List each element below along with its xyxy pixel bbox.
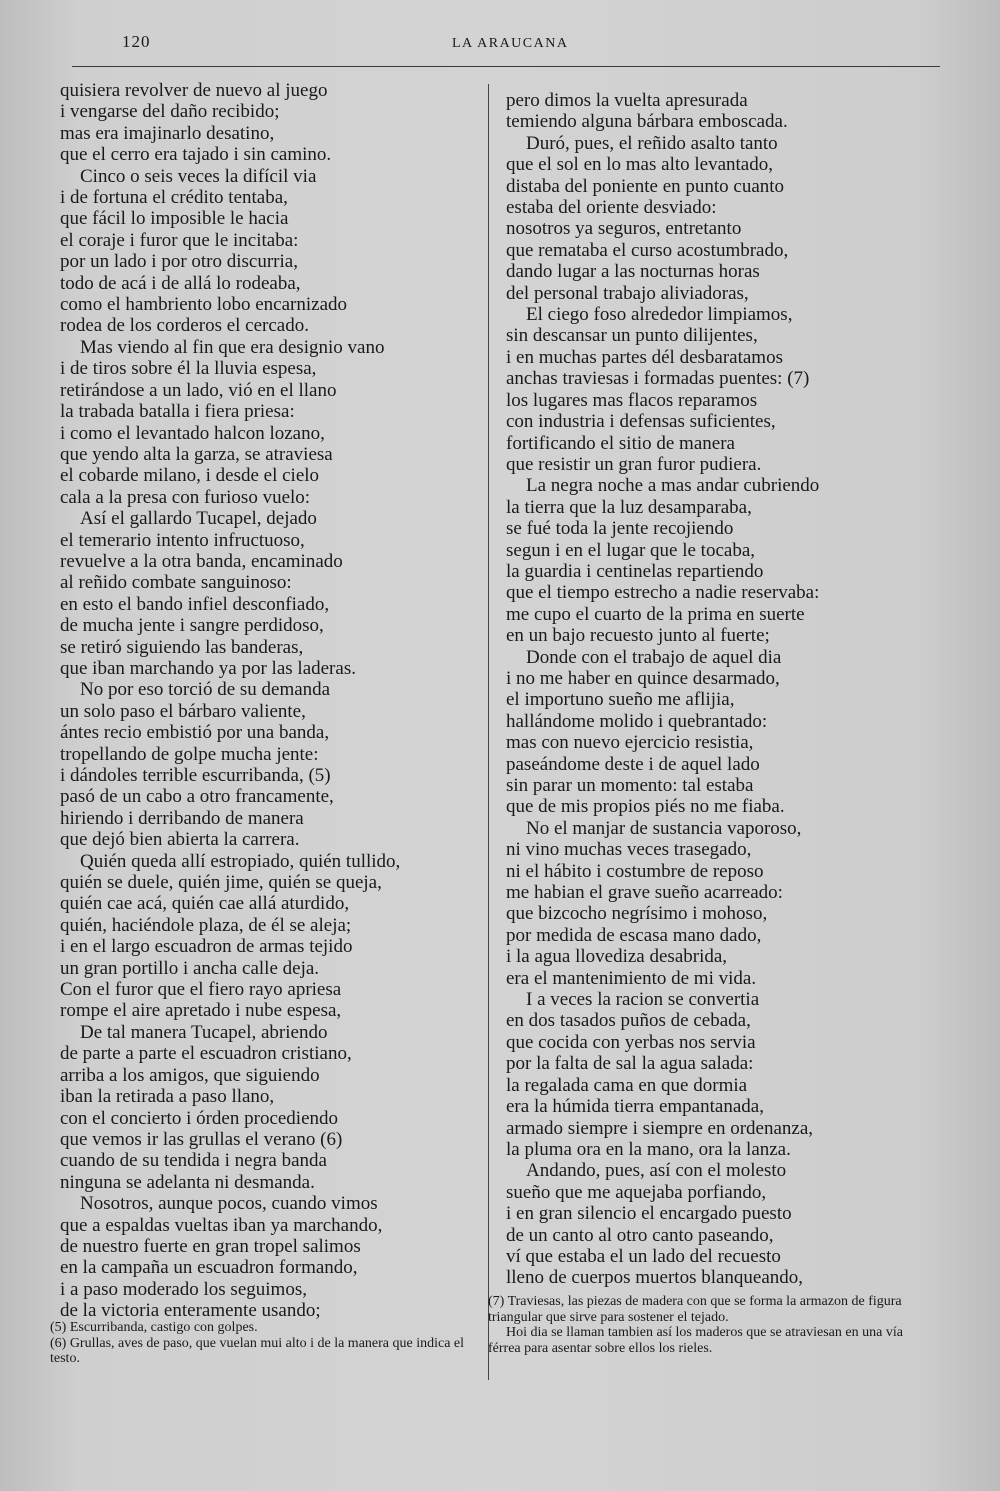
footnote-6: (6) Grullas, aves de paso, que vuelan mui alto i de la manera que indica el testo. <box>50 1335 465 1366</box>
verse-line: Donde con el trabajo de aquel dia <box>526 646 782 668</box>
verse-line: mas con nuevo ejercicio resistia, <box>506 732 754 754</box>
verse-line: de mucha jente i sangre perdidoso, <box>60 615 324 637</box>
left-text-column <box>60 80 480 1322</box>
verse-line: quién, haciéndole plaza, de él se aleja; <box>60 914 352 936</box>
verse-line: que remataba el curso acostumbrado, <box>506 239 789 261</box>
verse-line: que el cerro era tajado i sin camino. <box>60 144 332 166</box>
verse-line: i como el levantado halcon lozano, <box>60 422 325 444</box>
verse-line: cala a la presa con furioso vuelo: <box>60 486 311 508</box>
verse-line: arriba a los amigos, que siguiendo <box>60 1064 320 1086</box>
verse-line: paseándome deste i de aquel lado <box>506 753 760 775</box>
verse-line: De tal manera Tucapel, abriendo <box>80 1021 328 1043</box>
verse-line: el temerario intento infructuoso, <box>60 529 305 551</box>
verse-line: quién se duele, quién jime, quién se queja, <box>60 872 382 894</box>
verse-line: como el hambriento lobo encarnizado <box>60 294 348 316</box>
verse-line: un gran portillo i ancha calle deja. <box>60 957 320 979</box>
verse-line: dando lugar a las nocturnas horas <box>506 261 760 283</box>
verse-line: iban la retirada a paso llano, <box>60 1086 275 1108</box>
footnote-7-continuation: Hoi dia se llaman tambien así los maderos que se atraviesan en una vía férrea para asentar sobre ellos los rieles. <box>488 1325 903 1356</box>
verse-line: se fué toda la jente recojiendo <box>506 518 734 540</box>
verse-line: nosotros ya seguros, entretanto <box>506 218 742 240</box>
verse-line: lleno de cuerpos muertos blanqueando, <box>506 1267 804 1289</box>
verse-line: I a veces la racion se convertia <box>526 989 760 1011</box>
verse-line: revuelve a la otra banda, encaminado <box>60 550 343 572</box>
verse-line: la pluma ora en la mano, ora la lanza. <box>506 1138 791 1160</box>
verse-line: el cobarde milano, i desde el cielo <box>60 465 320 487</box>
verse-line: que el tiempo estrecho a nadie reservaba: <box>506 582 820 604</box>
verse-line: en la campaña un escuadron formando, <box>60 1257 358 1279</box>
verse-line: sin descansar un punto dilijentes, <box>506 325 758 347</box>
verse-line: ninguna se adelanta ni desmanda. <box>60 1171 315 1193</box>
footnote-7: (7) Traviesas, las piezas de madera con que se forma la armazon de figura triangular que sirve para sostener el tejado. <box>488 1294 902 1325</box>
verse-line: temiendo alguna bárbara emboscada. <box>506 111 788 133</box>
verse-line: hiriendo i derribando de manera <box>60 807 304 829</box>
footnote-5: (5) Escurribanda, castigo con golpes. <box>50 1320 258 1335</box>
verse-line: por un lado i por otro discurria, <box>60 251 298 273</box>
verse-line: rompe el aire apretado i nube espesa, <box>60 1000 342 1022</box>
verse-line: me habian el grave sueño acarreado: <box>506 882 783 904</box>
page-number: 120 <box>122 32 151 51</box>
verse-line: fortificando el sitio de manera <box>506 432 735 454</box>
verse-line: me cupo el cuarto de la prima en suerte <box>506 603 805 625</box>
column-divider <box>488 84 489 1380</box>
verse-line: que fácil lo imposible le hacia <box>60 208 289 230</box>
verse-line: Quién queda allí estropiado, quién tullido, <box>80 850 401 872</box>
verse-line: se retiró siguiendo las banderas, <box>60 636 304 658</box>
verse-line: con industria i defensas suficientes, <box>506 411 776 433</box>
verse-line: por la falta de sal la agua salada: <box>506 1053 754 1075</box>
verse-line: i en gran silencio el encargado puesto <box>506 1203 792 1225</box>
verse-line: mas era imajinarlo desatino, <box>60 122 275 144</box>
verse-line: que el sol en lo mas alto levantado, <box>506 154 773 176</box>
verse-line: i a paso moderado los seguimos, <box>60 1278 307 1300</box>
verse-line: en esto el bando infiel desconfiado, <box>60 593 330 615</box>
verse-line: Nosotros, aunque pocos, cuando vimos <box>80 1193 378 1215</box>
verse-line: todo de acá i de allá lo rodeaba, <box>60 272 301 294</box>
verse-line: la trabada batalla i fiera priesa: <box>60 401 295 423</box>
verse-line: i no me haber en quince desarmado, <box>506 667 780 689</box>
verse-line: que vemos ir las grullas el verano (6) <box>60 1128 343 1150</box>
verse-line: en un bajo recuesto junto al fuerte; <box>506 625 770 647</box>
verse-line: que resistir un gran furor pudiera. <box>506 453 762 475</box>
verse-line: con el concierto i órden procediendo <box>60 1107 339 1129</box>
verse-line: i en muchas partes dél desbaratamos <box>506 346 783 368</box>
verse-line: la guardia i centinelas repartiendo <box>506 560 764 582</box>
verse-line: No por eso torció de su demanda <box>80 679 331 701</box>
verse-line: que yendo alta la garza, se atraviesa <box>60 443 333 465</box>
verse-line: que de mis propios piés no me fiaba. <box>506 796 785 818</box>
verse-line: de parte a parte el escuadron cristiano, <box>60 1043 352 1065</box>
verse-line: ni el hábito i costumbre de reposo <box>506 860 764 882</box>
verse-line: armado siempre i siempre en ordenanza, <box>506 1117 814 1139</box>
verse-line: sin parar un momento: tal estaba <box>506 775 754 796</box>
verse-line: los lugares mas flacos reparamos <box>506 389 758 411</box>
verse-line: era la húmida tierra empantanada, <box>506 1096 764 1118</box>
verse-line: ántes recio embistió por una banda, <box>60 722 330 744</box>
verse-line: i en el largo escuadron de armas tejido <box>60 936 353 958</box>
verse-line: al reñido combate sanguinoso: <box>60 572 292 594</box>
verse-line: hallándome molido i quebrantado: <box>506 710 768 732</box>
verse-line: pero dimos la vuelta apresurada <box>506 90 748 111</box>
verse-line: era el mantenimiento de mi vida. <box>506 967 757 989</box>
verse-line: que dejó bien abierta la carrera. <box>60 829 300 851</box>
verse-line: estaba del oriente desviado: <box>506 197 717 219</box>
verse-line: del personal trabajo aliviadoras, <box>506 282 749 304</box>
verse-line: tropellando de golpe mucha jente: <box>60 743 319 765</box>
verse-line: quisiera revolver de nuevo al juego <box>60 80 328 101</box>
verse-line: de un canto al otro canto paseando, <box>506 1224 774 1246</box>
verse-line: i la agua llovediza desabrida, <box>506 946 728 968</box>
verse-line: que bizcocho negrísimo i mohoso, <box>506 903 768 925</box>
verse-line: i de tiros sobre él la lluvia espesa, <box>60 358 317 380</box>
verse-line: rodea de los corderos el cercado. <box>60 315 309 337</box>
verse-line: por medida de escasa mano dado, <box>506 924 762 946</box>
verse-line: Cinco o seis veces la difícil via <box>80 165 317 187</box>
verse-line: anchas traviesas i formadas puentes: (7) <box>506 368 810 390</box>
verse-line: de la victoria enteramente usando; <box>60 1300 321 1322</box>
verse-line: Duró, pues, el reñido asalto tanto <box>526 132 778 154</box>
running-title: LA ARAUCANA <box>452 36 569 51</box>
verse-line: Andando, pues, así con el molesto <box>526 1160 787 1182</box>
footnotes-right <box>488 1294 918 1356</box>
right-text-column <box>506 90 906 1289</box>
verse-line: que cocida con yerbas nos servia <box>506 1031 756 1053</box>
verse-line: i dándoles terrible escurribanda, (5) <box>60 765 331 786</box>
verse-line: el coraje i furor que le incitaba: <box>60 229 299 251</box>
verse-line: La negra noche a mas andar cubriendo <box>526 475 820 497</box>
verse-line: pasó de un cabo a otro francamente, <box>60 786 334 808</box>
header-rule <box>72 66 940 67</box>
verse-line: El ciego foso alrededor limpiamos, <box>526 304 793 326</box>
verse-line: Con el furor que el fiero rayo apriesa <box>60 979 342 1001</box>
verse-line: Así el gallardo Tucapel, dejado <box>80 508 317 530</box>
verse-line: la regalada cama en que dormia <box>506 1074 748 1096</box>
verse-line: retirándose a un lado, vió en el llano <box>60 379 337 401</box>
verse-line: cuando de su tendida i negra banda <box>60 1150 327 1172</box>
verse-line: quién cae acá, quién cae allá aturdido, <box>60 893 350 915</box>
verse-line: No el manjar de sustancia vaporoso, <box>526 817 802 839</box>
verse-line: la tierra que la luz desamparaba, <box>506 496 752 518</box>
verse-line: en dos tasados puños de cebada, <box>506 1010 751 1032</box>
footnotes-left <box>50 1320 470 1367</box>
verse-line: que a espaldas vueltas iban ya marchando, <box>60 1214 383 1236</box>
verse-line: que iban marchando ya por las laderas. <box>60 657 356 679</box>
verse-line: i de fortuna el crédito tentaba, <box>60 187 288 209</box>
verse-line: distaba del poniente en punto cuanto <box>506 175 785 197</box>
verse-line: de nuestro fuerte en gran tropel salimos <box>60 1235 361 1257</box>
page-header <box>0 28 1000 68</box>
verse-line: un solo paso el bárbaro valiente, <box>60 700 306 722</box>
verse-line: el importuno sueño me aflijia, <box>506 689 735 711</box>
verse-line: ni vino muchas veces trasegado, <box>506 839 752 861</box>
verse-line: i vengarse del daño recibido; <box>60 101 280 123</box>
verse-line: ví que estaba el un lado del recuesto <box>506 1245 781 1267</box>
verse-line: segun i en el lugar que le tocaba, <box>506 539 756 561</box>
verse-line: Mas viendo al fin que era designio vano <box>80 336 385 358</box>
verse-line: sueño que me aquejaba porfiando, <box>506 1181 767 1203</box>
